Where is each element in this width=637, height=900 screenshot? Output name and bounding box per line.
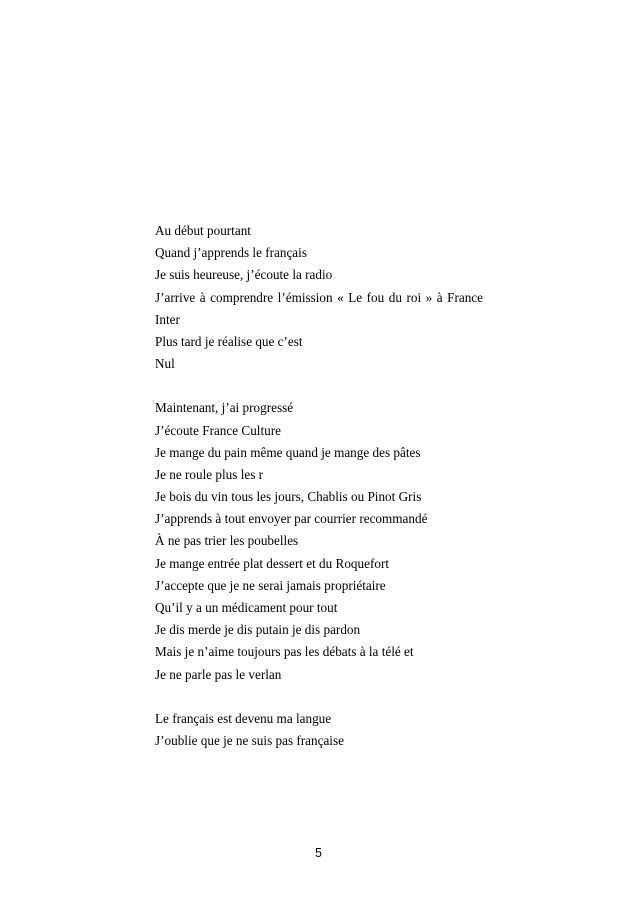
poem-line: J’arrive à comprendre l’émission « Le fou du roi » à France	[155, 289, 483, 305]
poem-line: J’oublie que je ne suis pas française	[155, 732, 344, 748]
poem-line: Nul	[155, 356, 175, 372]
stanza-3	[155, 708, 495, 752]
poem-line: J’accepte que je ne serai jamais propriétaire	[155, 577, 386, 593]
poem-line: Je ne roule plus les r	[155, 466, 264, 482]
poem-line: Je ne parle pas le verlan	[155, 666, 282, 682]
poem-line: Je mange entrée plat dessert et du Roquefort	[155, 555, 389, 571]
poem-line: Plus tard je réalise que c’est	[155, 333, 303, 349]
poem-line: Je mange du pain même quand je mange des pâtes	[155, 444, 421, 460]
poem-line: Quand j’apprends le français	[155, 245, 307, 261]
poem-line: À ne pas trier les poubelles	[155, 533, 299, 549]
poem-body	[155, 220, 495, 752]
stanza-1	[155, 220, 495, 375]
poem-line: Qu’il y a un médicament pour tout	[155, 600, 338, 615]
poem-line: Je bois du vin tous les jours, Chablis ou Pinot Gris	[155, 489, 422, 505]
page-number: 5	[315, 846, 322, 860]
poem-line: Le français est devenu ma langue	[155, 710, 332, 726]
poem-line: Je dis merde je dis putain je dis pardon	[155, 622, 361, 638]
poem-line: Maintenant, j’ai progressé	[155, 400, 294, 416]
poem-line: Inter	[155, 311, 180, 327]
poem-line: Je suis heureuse, j’écoute la radio	[155, 267, 333, 283]
poem-line: Au début pourtant	[155, 223, 251, 238]
poem-line: J’écoute France Culture	[155, 422, 281, 438]
stanza-2	[155, 397, 495, 685]
poem-line: Mais je n’aime toujours pas les débats à la télé et	[155, 644, 414, 660]
poem-line: J’apprends à tout envoyer par courrier recommandé	[155, 511, 428, 527]
